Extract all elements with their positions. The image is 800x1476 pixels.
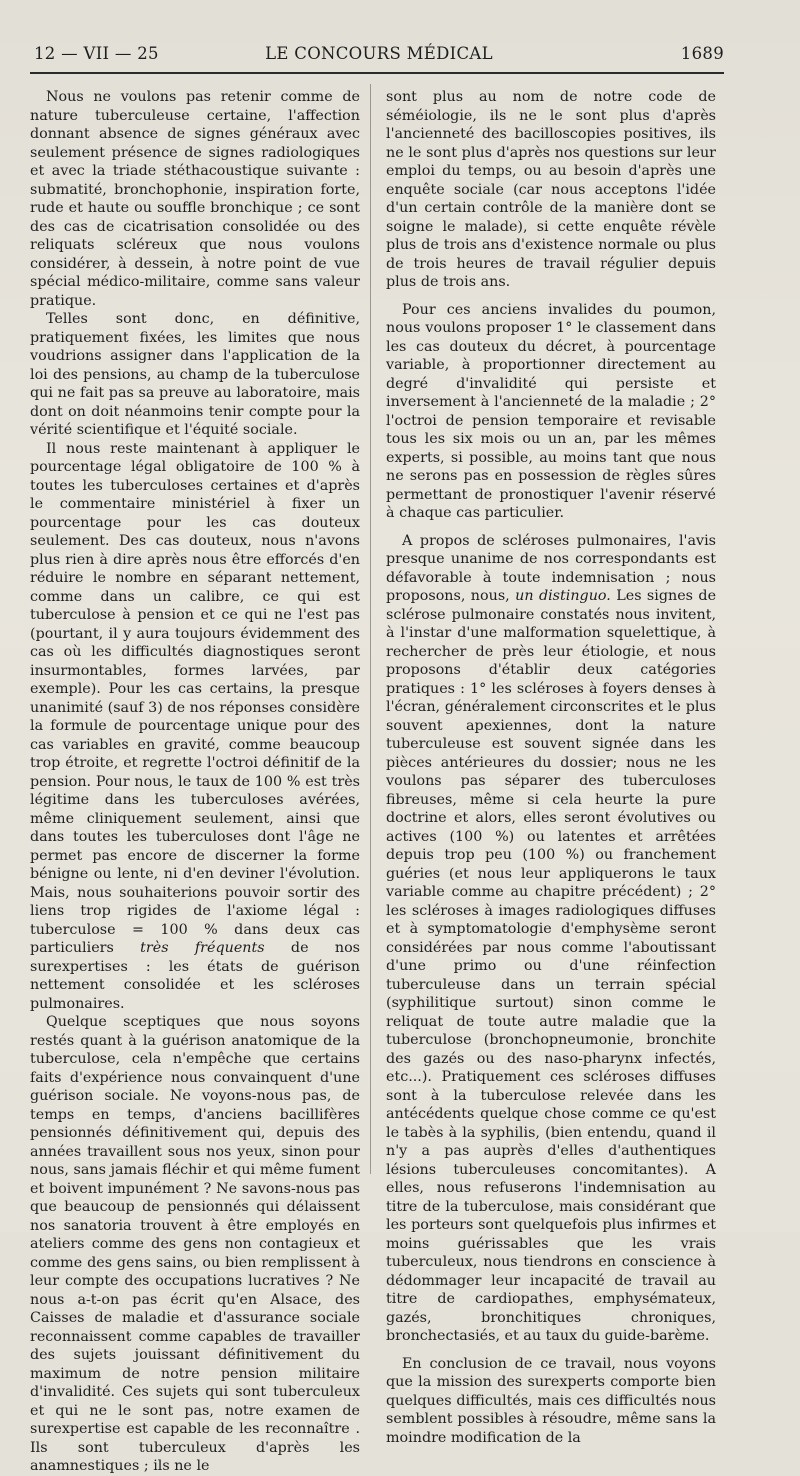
paragraph: Pour ces anciens invalides du poumon, nous voulons proposer 1° le classement dans les cas douteux du décret, à pourcentage variable, à proportionner directement au degré d'invalidité qui persiste et inversement à l'ancienneté de la maladie ; 2° l'octroi de pension temporaire et revisable tous les six mois ou un an, par les mêmes experts, si possible, au moins tant que nous ne serons pas en possession de règles sûres permettant de pronostiquer l'avenir réservé à chaque cas particulier.: [386, 301, 716, 521]
text-run: Les signes de sclérose pulmonaire constatés nous invitent, à l'instar d'une malformation squelettique, à rechercher de près leur étiologie, et nous proposons d'établir deux catégories pratiques : 1° les scléroses à foyers denses à l'écran, généralement circonscrites et le plus souvent apexiennes, dont la nature tuberculeuse est souvent signée dans les pièces antérieures du dossier; nous ne les voulons pas séparer des tuberculoses fibreuses, même si cela heurte la pure doctrine et alors, elles seront évolutives ou actives (100 %) ou latentes et arrêtées depuis trop peu (100 %) ou franchement guéries (et nous leur appliquerons le taux variable comme au chapitre précédent) ; 2° les scléroses à images radiologiques diffuses et à symptomatologie d'emphysème seront considérées par nous comme l'aboutissant d'une primo ou d'une réinfection tuberculeuse dans un terrain spécial (syphilitique surtout) sinon comme le reliquat de toute autre maladie que la tuberculose (bronchopneumonie, bronchite des gazés ou des naso-pharynx infectés, etc...). Pratiquement ces scléroses diffuses sont à la tuberculose relevée dans les antécédents quelque chose comme ce qu'est le tabès à la syphilis, (bien entendu, quand il n'y a pas auprès d'elles d'authentiques lésions tuberculeuses concomitantes). A elles, nous refuserons l'indemnisation au titre de la tuberculose, mais considérant que les porteurs sont quelquefois plus infirmes et moins guérissables que les vrais tuberculeux, nous tiendrons en conscience à dédommager leur incapacité de travail au titre de cardiopathes, emphysémateux, gazés, bronchitiques chroniques, bronchectasiés, et au taux du guide-barème.: [386, 588, 717, 1344]
paragraph: sont plus au nom de notre code de séméiologie, ils ne le sont plus d'après l'ancienneté des bacilloscopies positives, ils ne le sont plus d'après nos questions sur leur emploi du temps, ou au besoin d'après une enquête sociale (car nous acceptons l'idée d'un certain contrôle de la manière dont se soigne le malade), si cette enquête révèle plus de trois ans d'existence normale ou plus de trois heures de travail régulier depuis plus de trois ans.: [386, 89, 716, 290]
issue-date: 12 — VII — 25: [34, 44, 159, 63]
header-rule: [30, 72, 724, 74]
left-column: [30, 88, 360, 1476]
text-run: de nos surexpertises : les états de guérison nettement consolidée et les scléroses pulmonaires.: [30, 940, 361, 1012]
text-run: Il nous reste maintenant à appliquer le pourcentage légal obligatoire de 100 % à toutes les tuberculoses certaines et d'après le commentaire ministériel à fixer un pourcentage pour les cas douteux seulement. Des cas douteux, nous n'avons plus rien à dire après nous être efforcés d'en réduire le nombre en séparant nettement, comme dans un calibre, ce qui est tuberculose à pension et ce qui ne l'est pas (pourtant, il y aura toujours évidemment des cas où les difficultés diagnostiques seront insurmontables, formes larvées, par exemple). Pour les cas certains, la presque unanimité (sauf 3) de nos réponses considère la formule de pourcentage unique pour des cas variables en gravité, comme beaucoup trop étroite, et regrette l'octroi définitif de la pension. Pour nous, le taux de 100 % est très légitime dans les tuberculoses avérées, même cliniquement seulement, ainsi que dans toutes les tuberculoses dont l'âge ne permet pas encore de discerner la forme bénigne ou lente, ni d'en deviner l'évolution. Mais, nous souhaiterions pouvoir sortir des liens trop rigides de l'axiome légal : tuberculose = 100 % dans deux cas particuliers: [30, 440, 360, 956]
italic-text: très fréquents: [140, 940, 265, 956]
text-run: A propos de scléroses pulmonaires, l'avis presque unanime de nos correspondants est défavorable à toute indemnisation ; nous proposons, nous,: [386, 532, 716, 604]
paragraph: [30, 440, 360, 1014]
paragraph: En conclusion de ce travail, nous voyons que la mission des surexperts comporte bien quelques difficultés, mais ces difficultés nous semblent possibles à résoudre, même sans la moindre modification de la: [386, 1355, 716, 1446]
running-header: [34, 44, 724, 70]
right-column: [386, 88, 716, 1447]
paragraph: Telles sont donc, en définitive, pratiquement fixées, les limites que nous voudrions assigner dans l'application de la loi des pensions, au champ de la tuberculose qui ne fait pas sa preuve au laboratoire, mais dont on doit néanmoins tenir compte pour la vérité scientifique et l'équité sociale.: [30, 311, 360, 438]
paragraph: Quelque sceptiques que nous soyons restés quant à la guérison anatomique de la tuberculose, cela n'empêche que certains faits d'expérience nous convainquent d'une guérison sociale. Ne voyons-nous pas, de temps en temps, d'anciens bacillifères pensionnés définitivement qui, depuis des années travaillent sous nos yeux, sinon pour nous, sans jamais fléchir et qui même fument et boivent impunément ? Ne savons-nous pas que beaucoup de pensionnés qui délaissent nos sanatoria trouvent à être employés en ateliers comme des gens non contagieux et comme des gens sains, ou bien remplissent à leur compte des occupations lucratives ? Ne nous a-t-on pas écrit qu'en Alsace, des Caisses de maladie et d'assurance sociale reconnaissent comme capables de travailler des sujets jouissant définitivement du maximum de notre pension militaire d'invalidité. Ces sujets qui sont tuberculeux et qui ne le sont pas, notre examen de surexpertise est capable de les reconnaître . Ils sont tuberculeux d'après les anamnestiques ; ils ne le: [30, 1014, 360, 1474]
column-divider: [370, 84, 371, 1174]
paragraph: [386, 532, 716, 1346]
journal-title: LE CONCOURS MÉDICAL: [265, 44, 493, 63]
paragraph: Nous ne voulons pas retenir comme de nature tuberculeuse certaine, l'affection donnant absence de signes généraux avec seulement présence de signes radiologiques et avec la triade stéthacoustique suivante : submatité, bronchophonie, inspiration forte, rude et haute ou souffle bronchique ; ce sont des cas de cicatrisation consolidée ou des reliquats scléreux que nous voulons considérer, à dessein, à notre point de vue spécial médico-militaire, comme sans valeur pratique.: [30, 89, 360, 309]
italic-text: un distinguo.: [515, 588, 611, 604]
page-number: 1689: [680, 44, 724, 63]
